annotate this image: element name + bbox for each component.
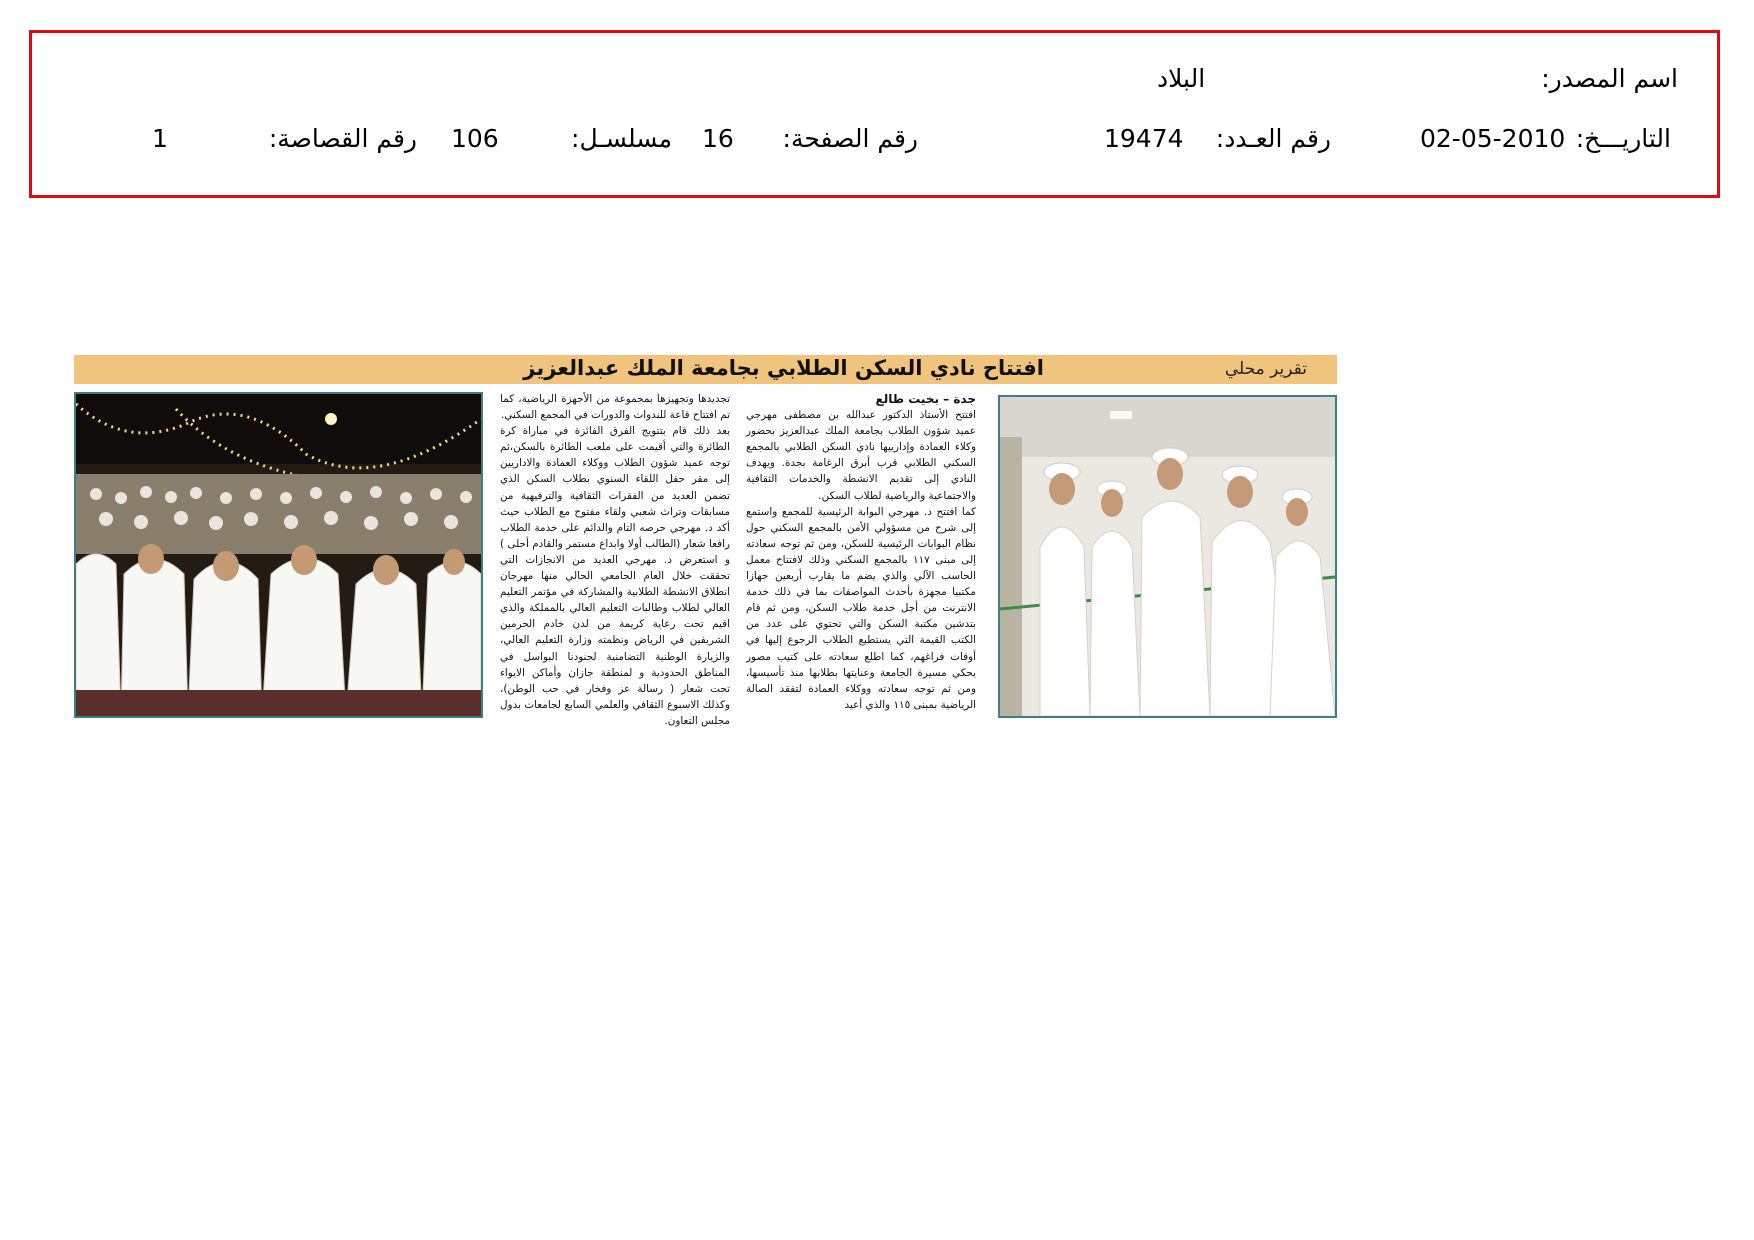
byline: جدة – بخيت طالع — [875, 392, 976, 406]
clip-number-value: 1 — [152, 124, 168, 153]
page-value: 16 — [702, 124, 734, 153]
source-value: البلاد — [1157, 64, 1206, 93]
date-label: التاريـــخ: — [1575, 124, 1671, 153]
column-2-paragraph-1: تجديدها وتجهيزها بمجموعة من الأجهزة الرياضية، كما تم افتتاح قاعة للندوات والدورات في المجمع السكني. — [500, 393, 730, 422]
serial-value: 106 — [451, 124, 499, 153]
page-label: رقم الصفحة: — [782, 124, 918, 153]
article-headline: افتتاح نادي السكن الطلابي بجامعة الملك عبدالعزيز — [523, 356, 1044, 380]
column-1-paragraph-1: افتتح الأستاذ الدكتور عبدالله بن مصطفى مهرجي عميد شؤون الطلاب بجامعة الملك عبدالعزيز بحضور وكلاء العمادة وإدارييها نادي السكن الطلابي بالمجمع السكني الطلابي قرب أبرق الرغامة بجدة. ويهدف النادي إلى تقديم الانشطة والخدمات الثقافية والاجتماعية والرياضية لطلاب السكن. — [746, 409, 976, 502]
metadata-frame — [29, 30, 1720, 198]
column-2-paragraph-2: بعد ذلك قام بتتويج الفرق الفائزة في مباراة كرة الطائرة والتي أقيمت على ملعب الطائرة بالسكن،ثم توجه عميد شؤون الطلاب ووكلاء العمادة والاداريين إلى مقر حفل اللقاء السنوي بطلاب السكن الذي تضمن العديد من الفقرات الثقافية والترفيهية من مسابقات وتراث شعبي ولقاء مفتوح مع الطلاب حيث أكد د. مهرجي حرصه التام والدائم على خدمة الطلاب رافعا شعار (الطالب أولا وابداع مستمر والقادم أحلى ) و استعرض د. مهرجي العديد من الانجازات التي تحققت خلال العام الجامعي الحالي منها مهرجان انطلاق الانشطة الطلابية والمشاركة في مؤتمر التعليم العالي لطلاب وطالبات التعليم العالي بالمملكة والذي اقيم تحت رعاية كريمة من لدن خادم الحرمين الشريفين في الرياض ونظمته وزارة التعليم العالي، والزيارة الوطنية التضامنية لجنودنا البواسل في المناطق الحدودية و لمنطقة جازان وأماكن الايواء تحت شعار ( رسالة عز وفخار في حب الوطن)، وكذلك الاسبوع الثقافي والعلمي السابع لجامعات بدول مجلس التعاون. — [500, 425, 730, 727]
newspaper-clipping — [74, 355, 1337, 727]
clip-number-label: رقم القصاصة: — [268, 124, 417, 153]
section-label: تقرير محلي — [1224, 359, 1307, 379]
ribbon-cutting-photo — [998, 395, 1337, 718]
ceremony-audience-photo — [74, 392, 483, 718]
serial-label: مسلسـل: — [571, 124, 672, 153]
article-column-2 — [500, 391, 730, 729]
issue-label: رقم العـدد: — [1215, 124, 1331, 153]
issue-value: 19474 — [1104, 124, 1184, 153]
article-column-1 — [746, 391, 976, 713]
column-1-paragraph-2: كما افتتح د. مهرجي البوابة الرئيسية للمجمع واستمع إلى شرح من مسؤولي الأمن بالمجمع السكني حول نظام البوابات الرئيسية للسكن، ومن ثم توجه سعادته إلى مبنى ١١٧ بالمجمع السكني وذلك لافتتاح معمل الحاسب الآلي والذي يضم ما يقارب أربعين جهازا مكتبيا مجهزة بأحدث المواصفات بما في ذلك خدمة الانترنت من أجل خدمة طلاب السكن، ومن ثم قام بتدشين مكتبة السكن والتي تحتوي على عدد من الكتب القيمة التي يستطيع الطلاب الرجوع إليها في أوقات فراغهم، كما اطلع سعادته على كتيب مصور يحكي مسيرة الجامعة وعنايتها بطلابها منذ تأسيسها، ومن ثم توجه سعادته ووكلاء العمادة لتفقد الصالة الرياضية بمبنى ١١٥ والذي أعيد — [746, 505, 976, 711]
source-label: اسم المصدر: — [1541, 64, 1678, 93]
date-value: 02-05-2010 — [1420, 124, 1566, 153]
headline-band — [74, 355, 1337, 384]
